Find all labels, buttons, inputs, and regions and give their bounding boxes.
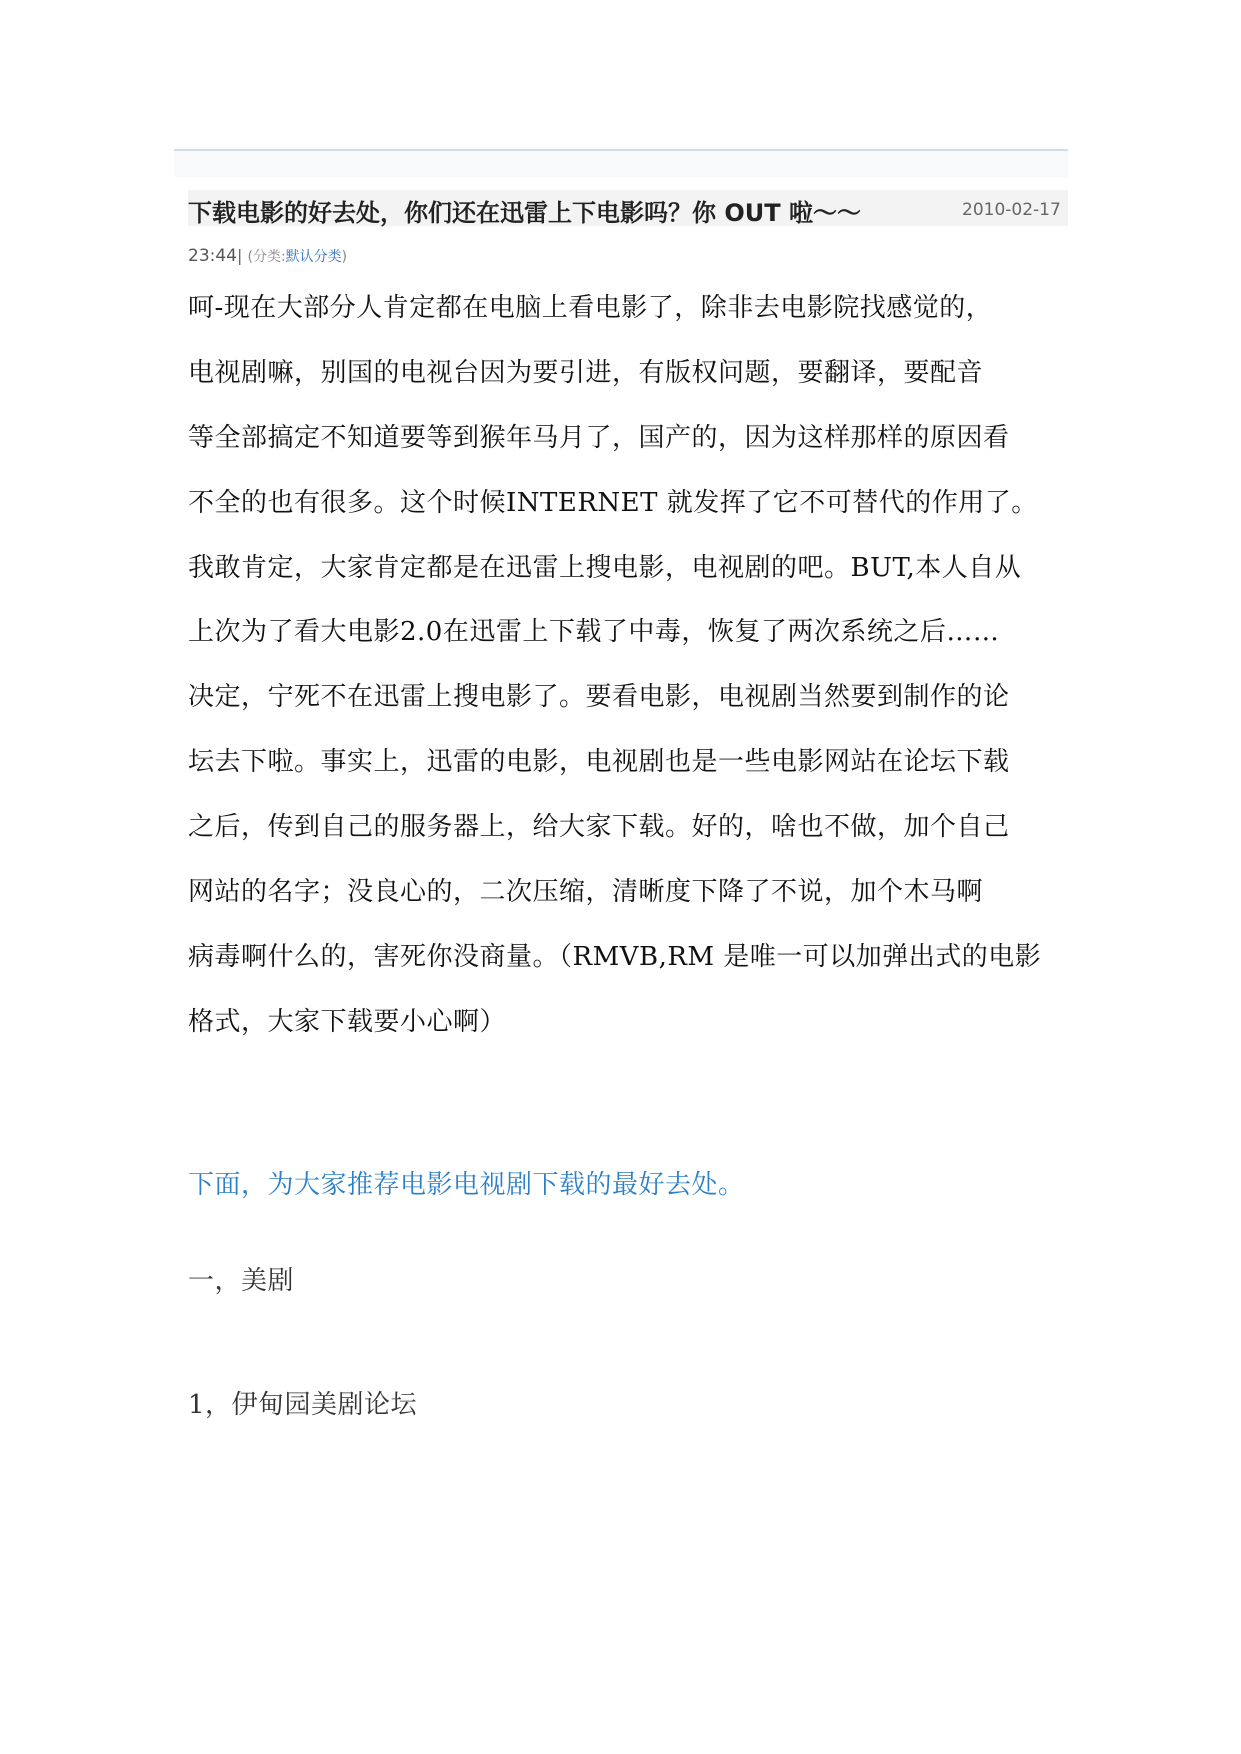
paragraph-line: 上次为了看大电影2.0在迅雷上下载了中毒，恢复了两次系统之后……: [188, 617, 1000, 647]
category-suffix: ): [341, 249, 348, 265]
paragraph-line: 呵-现在大部分人肯定都在电脑上看电影了，除非去电影院找感觉的，: [188, 293, 993, 323]
recommend-heading: 下面，为大家推荐电影电视剧下载的最好去处。: [188, 1170, 745, 1200]
article-meta: [188, 246, 347, 266]
paragraph-line: 之后，传到自己的服务器上，给大家下载。好的，啥也不做，加个自己: [188, 812, 1010, 842]
paragraph-line: 等全部搞定不知道要等到猴年马月了，国产的，因为这样那样的原因看: [188, 423, 1010, 453]
article-date: 2010-02-17: [962, 200, 1061, 220]
category-prefix: (分类:: [247, 249, 286, 265]
paragraph-line: 格式，大家下载要小心啊）: [188, 1007, 507, 1037]
article-title: 下载电影的好去处，你们还在迅雷上下电影吗？你 OUT 啦～～: [188, 199, 861, 227]
section-heading: 一，美剧: [188, 1266, 295, 1296]
category-link[interactable]: 默认分类: [285, 249, 342, 265]
paragraph-line: 网站的名字；没良心的，二次压缩，清晰度下降了不说，加个木马啊: [188, 877, 984, 907]
list-item: 1，伊甸园美剧论坛: [188, 1390, 418, 1420]
paragraph-line: 我敢肯定，大家肯定都是在迅雷上搜电影，电视剧的吧。BUT,本人自从: [188, 553, 1022, 583]
paragraph-line: 决定，宁死不在迅雷上搜电影了。要看电影，电视剧当然要到制作的论: [188, 682, 1010, 712]
header-divider: [174, 149, 1068, 177]
paragraph-line: 坛去下啦。事实上，迅雷的电影，电视剧也是一些电影网站在论坛下载: [188, 747, 1010, 777]
article-time: 23:44: [188, 246, 237, 266]
paragraph-line: 病毒啊什么的，害死你没商量。（RMVB,RM 是唯一可以加弹出式的电影: [188, 942, 1042, 972]
paragraph-line: 不全的也有很多。这个时候INTERNET 就发挥了它不可替代的作用了。: [188, 488, 1038, 518]
paragraph-line: 电视剧嘛，别国的电视台因为要引进，有版权问题，要翻译，要配音: [188, 358, 984, 388]
meta-separator: |: [237, 246, 243, 265]
